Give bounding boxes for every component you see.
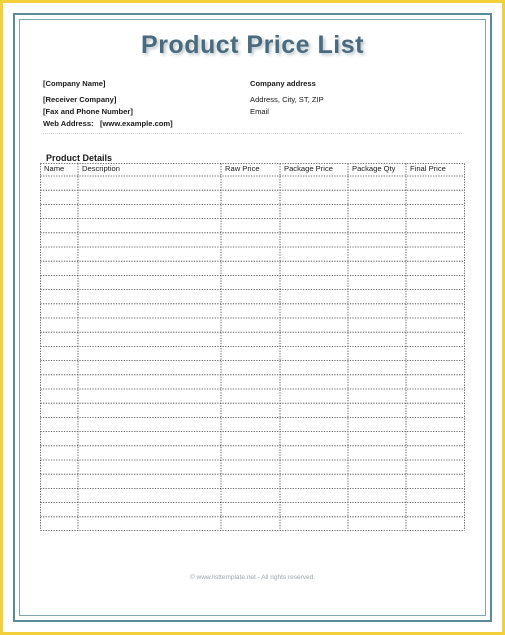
footer-copyright: © www.listtemplate.net - All rights reserved. — [189, 574, 316, 581]
column-header-final-price: Final Price — [410, 164, 446, 173]
page-title: Product Price List — [141, 31, 364, 59]
address-info-block — [250, 78, 470, 118]
column-header-raw-price: Raw Price — [225, 164, 260, 173]
column-header-package-price: Package Price — [284, 164, 333, 173]
column-header-name: Name — [44, 164, 65, 173]
address-line: Address, City, ST, ZIP — [250, 95, 324, 104]
table-grid — [40, 163, 465, 531]
section-title: Product Details — [46, 153, 113, 163]
company-info-block — [43, 78, 243, 130]
fax-phone: [Fax and Phone Number] — [43, 107, 133, 116]
header-separator — [43, 133, 462, 134]
web-address-label: Web Address: — [43, 119, 94, 128]
column-header-description: Description — [82, 164, 120, 173]
address-heading: Company address — [250, 79, 316, 88]
receiver-company: [Receiver Company] — [43, 95, 117, 104]
company-name: [Company Name] — [43, 79, 106, 88]
web-address — [43, 118, 243, 130]
email-line: Email — [250, 107, 269, 116]
document-page — [3, 3, 502, 632]
product-table — [40, 163, 465, 531]
column-header-package-qty: Package Qty — [352, 164, 396, 173]
web-address-value: [www.example.com] — [99, 119, 173, 128]
